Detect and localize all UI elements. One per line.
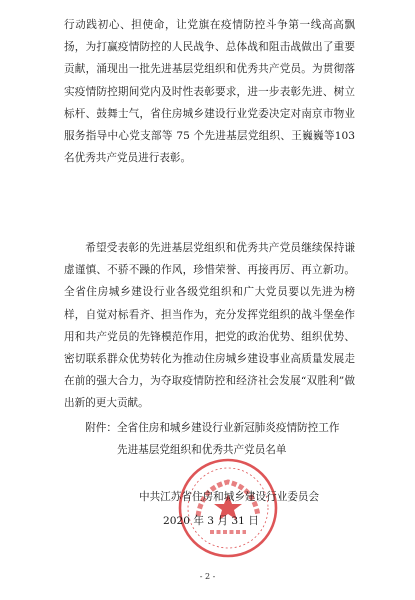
page-number: - 2 - bbox=[199, 572, 216, 581]
issuer-name: 中共江苏省住房和城乡建设行业委员会 bbox=[139, 491, 320, 503]
official-seal-icon bbox=[176, 456, 280, 560]
body-paragraph-2: 希望受表彰的先进基层党组织和优秀共产党员继续保持谦虚谨慎、不骄不躁的作风，珍惜荣誉、再接再厉、再立新功。全省住房城乡建设行业各级党组织和广大党员要以先进为榜样，自觉对标看齐、担当作为，充分发挥党组织的战斗堡垒作用和共产党员的先锋模范作用，把党的政治优势、组织优势、密切联系群众优势转化为推动住房城乡建设事业高质量发展走在前的强大合力，为夺取疫情防控和经济社会发展“双胜利”做出新的更大贡献。 bbox=[64, 242, 355, 410]
attachment-line-2: 先进基层党组织和优秀共产党员名单 bbox=[116, 444, 287, 457]
attachment-line-1: 附件：全省住房和城乡建设行业新冠肺炎疫情防控工作 bbox=[85, 422, 340, 434]
attachment-note bbox=[64, 417, 355, 461]
body-paragraph-1: 行动践初心、担使命，让党旗在疫情防控斗争第一线高高飘扬，为打赢疫情防控的人民战争、总体战和阻击战做出了重要贡献，涌现出一批先进基层党组织和优秀共产党员。为贯彻落实疫情防控期间党内及时性表彰要求，进一步表彰先进、树立标杆、鼓舞士气，省住房城乡建设行业党委决定对南京市物业服务指导中心党支部等 75 个先进基层党组织、王巍巍等103名优秀共产党员进行表彰。 bbox=[64, 19, 355, 165]
issue-date: 2020 年 3 月 31 日 bbox=[163, 515, 259, 527]
